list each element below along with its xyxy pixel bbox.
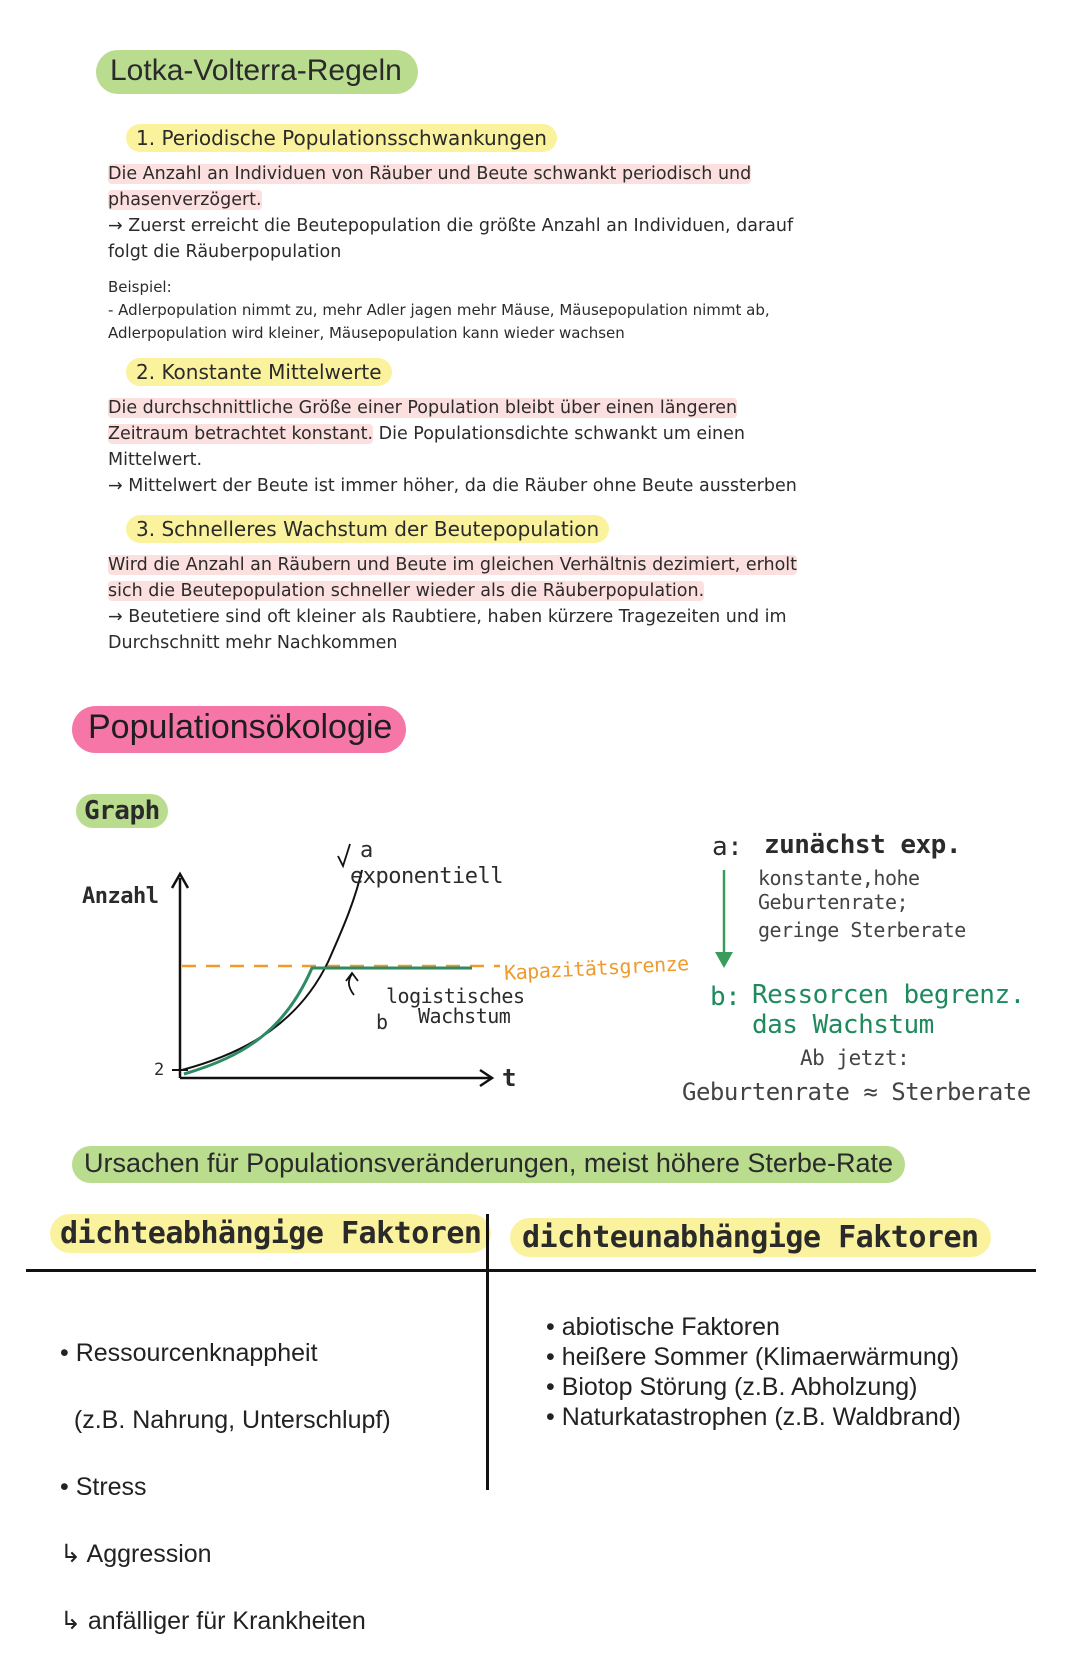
note-b-line4: Geburtenrate ≈ Sterberate (682, 1078, 1031, 1106)
y-axis-label: Anzahl (82, 884, 159, 909)
section-title-populationsoekologie: Populationsökologie (72, 706, 406, 753)
note-a-prefix: a: (712, 832, 743, 862)
green-down-arrow-icon (712, 868, 736, 970)
list-item: • Ressourcenknappheit (60, 1339, 318, 1367)
table-vertical-divider (486, 1214, 489, 1490)
rule1-heading: 1. Periodische Populationsschwankungen (126, 124, 557, 152)
example-label: Beispiel: (108, 278, 172, 296)
list-item: ↳ anfälliger für Krankheiten (60, 1607, 366, 1635)
list-item: • abiotische Faktoren (546, 1313, 780, 1341)
curve-a-letter: a (360, 838, 373, 863)
right-column-heading: dichteunabhängige Faktoren (510, 1218, 991, 1257)
note-b-line1: Ressorcen begrenz. (752, 980, 1025, 1010)
list-item: • heißere Sommer (Klimaerwärmung) (546, 1343, 960, 1371)
rule3-heading: 3. Schnelleres Wachstum der Beutepopulation (126, 515, 609, 543)
curve-b-letter: b (376, 1010, 388, 1034)
y-tick-label: 2 (154, 1060, 164, 1080)
left-factor-list (60, 1302, 391, 1655)
curve-b-label-1: logistisches (386, 984, 525, 1008)
section-title-lotka-volterra: Lotka-Volterra-Regeln (96, 50, 418, 94)
rule1-body (108, 161, 828, 265)
rule2-highlight-2: Zeitraum betrachtet konstant. (108, 424, 374, 444)
right-factor-list (546, 1312, 961, 1432)
rule1-arrow-text: → Zuerst erreicht die Beutepopulation die größte Anzahl an Individuen, darauf folgt die Räuberpopulation (108, 216, 794, 262)
rule2-arrow-text: → Mittelwert der Beute ist immer höher, da die Räuber ohne Beute aussterben (108, 476, 797, 496)
rule1-example (108, 276, 798, 345)
table-horizontal-divider (26, 1269, 1036, 1272)
list-item: • Stress (60, 1473, 147, 1501)
note-a-line3: geringe Sterberate (758, 918, 966, 942)
note-b-prefix: b: (710, 982, 741, 1012)
rule1-highlight-1: Die Anzahl an Individuen von Räuber und Beute schwankt periodisch und (108, 164, 752, 184)
note-b-line2: das Wachstum (752, 1010, 934, 1040)
rule3-arrow-text: → Beutetiere sind oft kleiner als Raubtiere, haben kürzere Tragezeiten und im Durchschnitt mehr Nachkommen (108, 607, 787, 653)
list-item: • Naturkatastrophen (z.B. Waldbrand) (546, 1403, 961, 1431)
rule1-highlight-2: phasenverzögert. (108, 190, 262, 210)
list-item: ↳ Aggression (60, 1540, 212, 1568)
rule3-highlight-1: Wird die Anzahl an Räubern und Beute im gleichen Verhältnis dezimiert, erholt (108, 555, 798, 575)
rule2-rest-text: Die Populationsdichte schwankt um einen Mittelwert. (108, 424, 746, 470)
example-text: - Adlerpopulation nimmt zu, mehr Adler jagen mehr Mäuse, Mäusepopulation nimmt ab, Adlerpopulation wird kleiner, Mäusepopulation kann wieder wachsen (108, 301, 770, 342)
x-axis-label: t (502, 1064, 516, 1092)
left-column-heading: dichteabhängige Faktoren (50, 1214, 491, 1253)
rule2-highlight-1: Die durchschnittliche Größe einer Population bleibt über einen längeren (108, 398, 738, 418)
rule2-body (108, 395, 828, 499)
note-a-line2: Geburtenrate; (758, 890, 909, 914)
list-item: • Biotop Störung (z.B. Abholzung) (546, 1373, 918, 1401)
exponential-curve (182, 870, 362, 1070)
note-a-title: zunächst exp. (764, 830, 961, 860)
list-item: (z.B. Nahrung, Unterschlupf) (60, 1406, 391, 1434)
capacity-label: Kapazitätsgrenze (503, 951, 690, 985)
note-a-line1: konstante,hohe (758, 866, 920, 890)
b-pointer-icon (346, 973, 358, 995)
rule3-highlight-2: sich die Beutepopulation schneller wieder als die Räuberpopulation. (108, 581, 705, 601)
graph-label: Graph (76, 794, 168, 828)
note-b-line3: Ab jetzt: (800, 1046, 910, 1070)
a-pointer-icon (338, 844, 350, 866)
curve-a-label: exponentiell (350, 864, 503, 889)
section-title-ursachen: Ursachen für Populationsveränderungen, meist höhere Sterbe-Rate (72, 1146, 905, 1183)
curve-b-label-2: Wachstum (418, 1004, 511, 1028)
rule3-body (108, 552, 828, 656)
rule2-heading: 2. Konstante Mittelwerte (126, 358, 392, 386)
